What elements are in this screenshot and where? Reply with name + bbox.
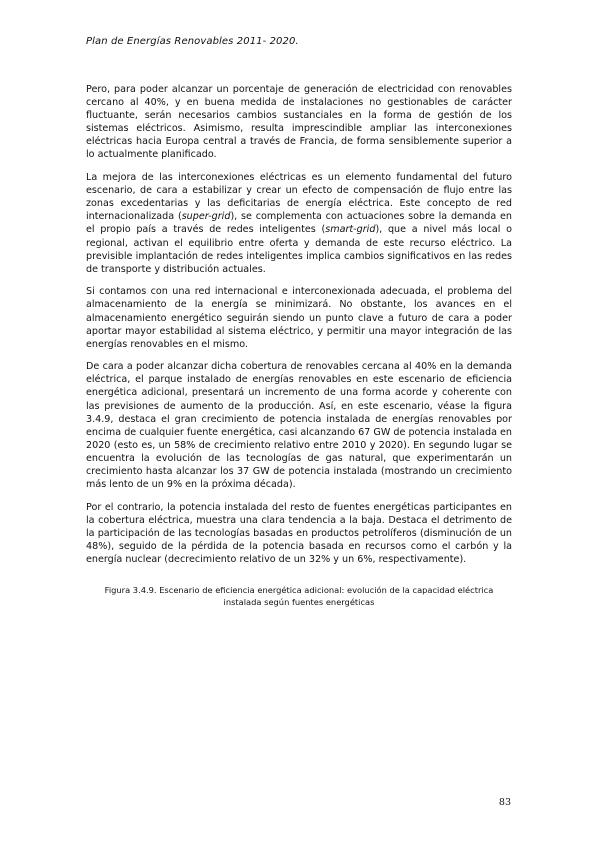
paragraph [86, 171, 512, 276]
running-header: Plan de Energías Renovables 2011- 2020. [86, 36, 299, 47]
paragraph [86, 360, 512, 491]
emphasized-term: smart-grid [325, 224, 376, 236]
body-text [86, 83, 512, 576]
text-run: De cara a poder alcanzar dicha cobertura de renovables cercana al 40% en la demanda eléctrica, el parque instalado de energías renovables en este escenario de eficiencia energética adicional, presentará un incremento de una forma acorde y coherente con las previsiones de aumento de la producción. Así, en este escenario, véase la figura 3.4.9, destaca el gran crecimiento de potencia instalada de energías renovables por encima de cualquier fuente energética, casi alcanzando 67 GW de potencia instalada en 2020 (esto es, un 58% de crecimiento relativo entre 2010 y 2020). En segundo lugar se encuentra la evolución de las tecnologías de gas natural, que experimentarán un crecimiento hasta alcanzar los 37 GW de potencia instalada (mostrando un crecimiento más lento de un 9% en la próxima década). [86, 361, 512, 491]
text-run: Si contamos con una red internacional e interconexionada adecuada, el problema del almacenamiento de la energía se minimizará. No obstante, los avances en el almacenamiento energético seguirán siendo un punto clave a futuro de cara a poder aportar mayor estabilidad al sistema eléctrico, y permitir una mayor integración de las energías renovables en el mismo. [86, 286, 512, 350]
text-run: Pero, para poder alcanzar un porcentaje de generación de electricidad con renovables cercano al 40%, y en buena medida de instalaciones no gestionables de carácter fluctuante, serán necesarios cambios sustanciales en la forma de gestión de los sistemas eléctricos. Asimismo, resulta imprescindible ampliar las interconexiones eléctricas hacia Europa central a través de Francia, de forma sensiblemente superior a lo actualmente planificado. [86, 84, 512, 161]
text-run: ), se complementa con actuaciones sobre la demanda en el propio país a través de redes inteligentes ( [86, 211, 513, 236]
paragraph [86, 83, 512, 162]
page-number: 83 [498, 797, 511, 808]
paragraph [86, 501, 512, 566]
paragraph [86, 285, 512, 350]
emphasized-term: super-grid [181, 211, 231, 223]
figure-caption [86, 585, 512, 608]
text-run: ), que a nivel más local o regional, activan el equilibrio entre oferta y demanda de este recurso eléctrico. La previsible implantación de redes inteligentes implica cambios significativos en las redes de transporte y distribución actuales. [86, 224, 513, 275]
figure-caption-line: Figura 3.4.9. Escenario de eficiencia energética adicional: evolución de la capacidad eléctrica [104, 585, 494, 595]
text-run: La mejora de las interconexiones eléctricas es un elemento fundamental del futuro escenario, de cara a estabilizar y crear un efecto de compensación de flujo entre las zonas excedentarias y las deficitarias de energía eléctrica. Este concepto de red internacionalizada ( [86, 172, 512, 223]
text-run: Por el contrario, la potencia instalada del resto de fuentes energéticas participantes en la cobertura eléctrica, muestra una clara tendencia a la baja. Destaca el detrimento de la participación de las tecnologías basadas en productos petrolíferos (disminución de un 48%), seguido de la pérdida de la potencia basada en recursos como el carbón y la energía nuclear (decrecimiento relativo de un 32% y un 6%, respectivamente). [86, 501, 512, 566]
figure-caption-line: instalada según fuentes energéticas [223, 596, 375, 607]
